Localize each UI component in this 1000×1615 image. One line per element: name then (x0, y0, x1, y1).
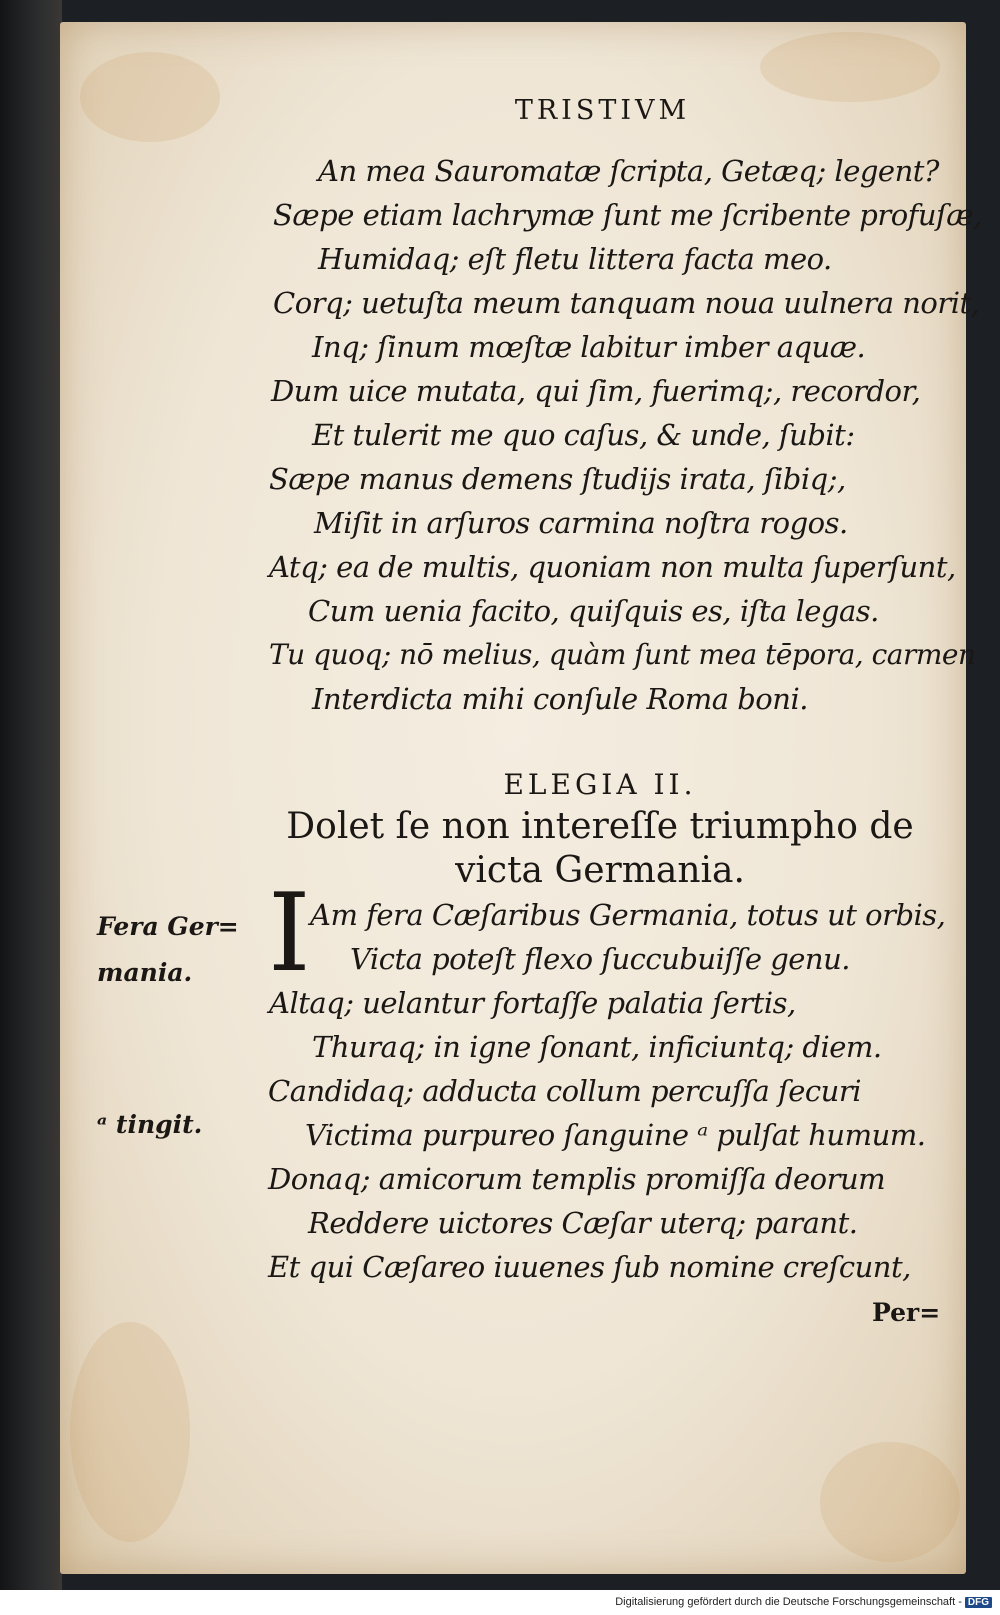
argument-line: Dolet ſe non intereſſe triumpho de (286, 806, 914, 847)
marginal-note: ᵃ tingit. (97, 1110, 203, 1139)
verse-line: Atq; ea de multis, quoniam non multa ſuperſunt, (269, 550, 956, 584)
verse-line: Miſit in arſuros carmina noſtra rogos. (314, 506, 848, 540)
verse-line: Inq; ſinum mœſtæ labitur imber aquæ. (312, 330, 866, 364)
verse-line: Victima purpureo ſanguine ᵃ pulſat humum. (305, 1118, 926, 1152)
verse-line: Et qui Cæſareo iuuenes ſub nomine creſcunt, (268, 1250, 911, 1284)
verse-line: Victa poteſt flexo ſuccubuiſſe genu. (350, 942, 850, 976)
digitization-credit (615, 1596, 992, 1608)
verse-line: Humidaq; eſt fletu littera facta meo. (318, 242, 832, 276)
verse-line: Am fera Cæſaribus Germania, totus ut orbis, (310, 898, 946, 932)
verse-line: Sæpe manus demens ſtudijs irata, ſibiq;, (269, 462, 846, 496)
catchword: Per= (872, 1298, 941, 1327)
verse-line: Altaq; uelantur fortaſſe palatia ſertis, (269, 986, 796, 1020)
drop-capital: I (268, 871, 311, 996)
verse-line: Et tulerit me quo caſus, & unde, ſubit: (312, 418, 855, 452)
verse-line: Candidaq; adducta collum percuſſa ſecuri (268, 1074, 861, 1108)
verse-line: An mea Sauromatæ ſcripta, Getæq; legent? (318, 154, 939, 188)
verse-line: Reddere uictores Cæſar uterq; parant. (308, 1206, 858, 1240)
verse-line: Cum uenia facito, quiſquis es, iſta legas. (308, 594, 879, 628)
elegy-title: ELEGIA II. (503, 768, 697, 801)
verse-line: Donaq; amicorum templis promiſſa deorum (268, 1162, 886, 1196)
verse-line: Sæpe etiam lachrymæ ſunt me ſcribente profuſæ, (273, 198, 982, 232)
argument-line: victa Germania. (455, 850, 745, 891)
verse-line: Interdicta mihi conſule Roma boni. (312, 682, 808, 716)
marginal-note: Fera Ger= (97, 912, 239, 941)
verse-line: Dum uice mutata, qui ſim, fuerimq;, recordor, (271, 374, 921, 408)
credit-text: Digitalisierung gefördert durch die Deutsche Forschungsgemeinschaft - (615, 1596, 962, 1608)
marginal-note: mania. (97, 958, 193, 987)
verse-line: Thuraq; in igne ſonant, inficiuntq; diem. (312, 1030, 882, 1064)
running-head: TRISTIVM (514, 95, 691, 126)
verse-line: Corq; uetuſta meum tanquam noua uulnera norit, (273, 286, 980, 320)
verse-line: Tu quoq; nō melius, quàm ſunt mea tēpora, carmen (269, 638, 976, 671)
dfg-logo: DFG (965, 1597, 992, 1608)
